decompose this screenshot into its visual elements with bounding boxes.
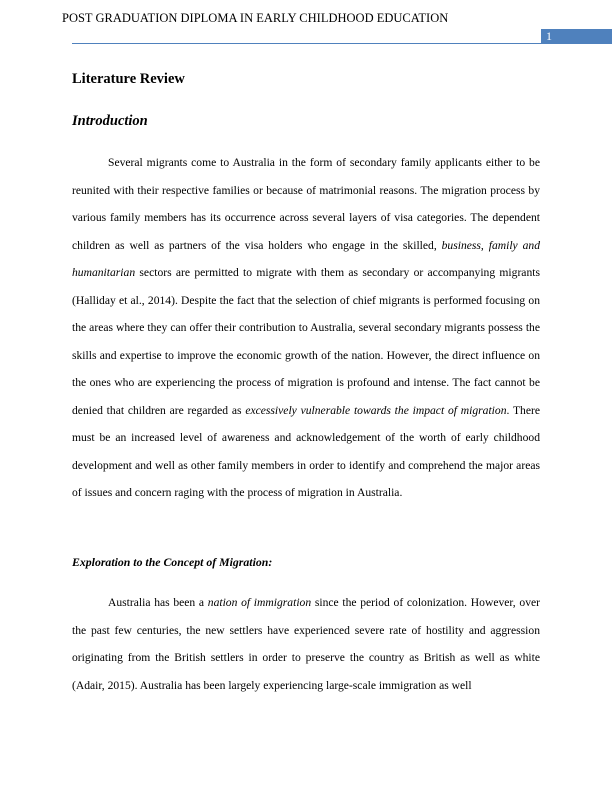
- emphasized-text: business, family and humanitarian: [72, 238, 540, 279]
- migration-section-heading: Exploration to the Concept of Migration:: [72, 555, 273, 569]
- emphasized-text: nation of immigration: [207, 596, 312, 609]
- running-header-title: POST GRADUATION DIPLOMA IN EARLY CHILDHOOD EDUCATION: [62, 11, 449, 25]
- page-number: 1: [546, 29, 552, 43]
- migration-paragraph: [72, 589, 540, 699]
- paragraph-text: Several migrants come to Australia in the form of secondary family applicants either to be reunited with their respective families or because of matrimonial reasons. The migration process by various family members has its occurrence across several layers of visa categories. The dependent children as well as partners of the visa holders who engage in the skilled,: [72, 156, 540, 252]
- page-number-badge: [541, 29, 612, 44]
- header-divider: [72, 43, 541, 44]
- introduction-paragraph: [72, 149, 540, 507]
- paragraph-text: sectors are permitted to migrate with them as secondary or accompanying migrants (Halliday et al., 2014). Despite the fact that the selection of chief migrants is performed focusing on the areas where they can offer their contribution to Australia, several secondary migrants possess the skills and expertise to improve the economic growth of the nation. However, the direct influence on the ones who are experiencing the process of migration is profound and intense. The fact cannot be denied that children are regarded as: [72, 266, 540, 417]
- paragraph-text: . There must be an increased level of awareness and acknowledgement of the worth of early childhood development and well as other family members in order to identify and comprehend the major areas of issues and concern raging with the process of migration in Australia.: [72, 403, 541, 499]
- introduction-heading: Introduction: [72, 113, 148, 129]
- emphasized-text: excessively vulnerable towards the impact of migration: [245, 403, 507, 417]
- literature-review-heading: Literature Review: [72, 71, 185, 87]
- paragraph-text: since the period of colonization. However, over the past few centuries, the new settlers have experienced severe rate of hostility and aggression originating from the British settlers in order to preserve the country as British as well as white (Adair, 2015). Australia has been largely experiencing large-scale immigration as well: [72, 596, 540, 692]
- paragraph-text: Australia has been a: [108, 596, 208, 609]
